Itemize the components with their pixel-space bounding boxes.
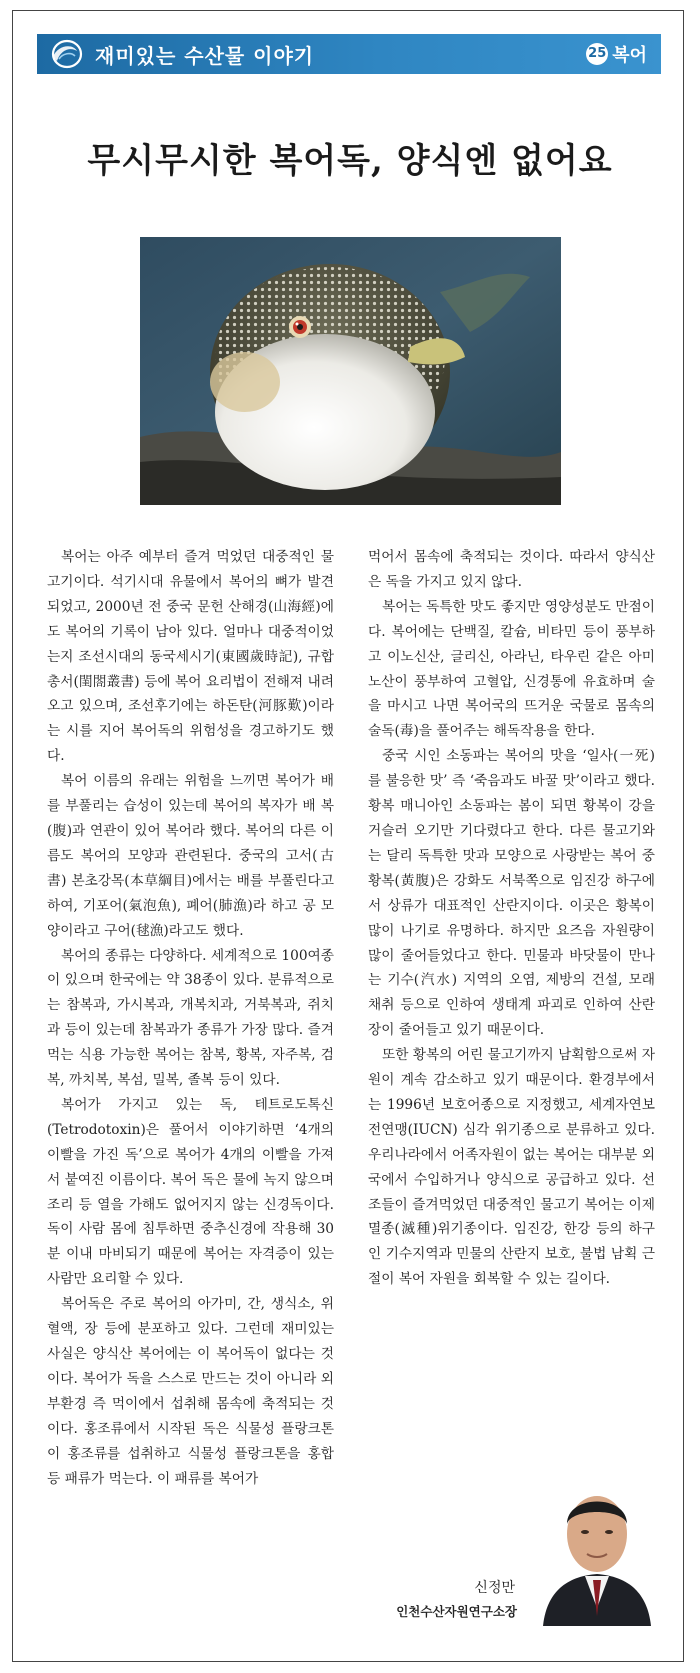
author-name: 신정만 [474, 1580, 515, 1596]
article-paragraph: 복어독은 주로 복어의 아가미, 간, 생식소, 위 혈액, 장 등에 분포하고 있다. 그런데 재미있는 사실은 양식산 복어에는 이 복어독이 없다는 것이다. 복어가 독을 스스로 만드는 것이 아니라 외부환경 즉 먹이에서 섭취해 몸속에 축적되는 것이다. 홍조류에서 시작된 독은 식물성 플랑크톤이 홍조류를 섭취하고 식물성 플랑크톤을 홍합 등 패류가 먹는다. 이 패류를 복어가 [47, 1296, 334, 1487]
article-paragraph: 복어는 아주 예부터 즐겨 먹었던 대중적인 물고기이다. 석기시대 유물에서 복어의 뼈가 발견되었고, 2000년 전 중국 문헌 산해경(山海經)에도 복어의 기록이 남아 있다. 얼마나 대중적이었는지 조선시대의 동국세시기(東國歲時記), 규합총서(閨閤叢書) 등에 복어 요리법이 전해져 내려오고 있으며, 조선후기에는 하돈탄(河豚歎)이라는 시를 지어 복어독의 위험성을 경고하기도 했다. [47, 549, 334, 765]
series-title: 재미있는 수산물 이야기 [95, 44, 315, 68]
pufferfish-photo [140, 237, 561, 505]
headline: 무시무시한 복어독, 양식엔 없어요 [87, 141, 613, 181]
article-paragraph: 복어 이름의 유래는 위험을 느끼면 복어가 배를 부풀리는 습성이 있는데 복어의 복자가 배 복(腹)과 연관이 있어 복어라 했다. 복어의 다른 이름도 복어의 모양과 관련된다. 중국의 고서(古書) 본초강목(本草綱目)에서는 배를 부풀린다고 하여, 기포어(氣泡魚), 폐어(肺漁)라 하고 공 모양이라고 구어(毬漁)라고도 했다. [47, 773, 334, 939]
article-paragraph: 복어는 독특한 맛도 좋지만 영양성분도 만점이다. 복어에는 단백질, 칼슘, 비타민 등이 풍부하고 이노신산, 글리신, 아라닌, 타우린 같은 아미노산이 풍부하여 고혈압, 신경통에 유효하며 술을 마시고 나면 복어국의 뜨거운 국물로 몸속의 술독(毒)을 풀어주는 해독작용을 한다. [368, 598, 655, 740]
article-paragraph: 복어가 가지고 있는 독, 테트로도톡신(Tetrodotoxin)은 풀어서 이야기하면 ‘4개의 이빨을 가진 독’으로 복어가 4개의 이빨을 가져서 붙여진 이름이다. 복어 독은 물에 녹지 않으며 조리 등 열을 가해도 없어지지 않는 신경독이다. 독이 사람 몸에 침투하면 중추신경에 작용해 30분 이내 마비되기 때문에 복어는 자격증이 있는 사람만 요리할 수 있다. [47, 1096, 334, 1288]
article-column-right [368, 545, 655, 1292]
series-banner [37, 34, 661, 74]
author-portrait [535, 1468, 659, 1626]
author-title: 인천수산자원연구소장 [396, 1604, 517, 1619]
article-paragraph: 복어의 종류는 다양하다. 세계적으로 100여종이 있으며 한국에는 약 38종이 있다. 분류적으로는 참복과, 가시복과, 개복치과, 거북복과, 쥐치과 등이 있는데 참복과가 종류가 가장 많다. 즐겨 먹는 식용 가능한 복어는 참복, 황복, 자주복, 검복, 까치복, 복섬, 밀복, 졸복 등이 있다. [47, 947, 334, 1089]
article-paragraph: 또한 황복의 어린 물고기까지 남획함으로써 자원이 계속 감소하고 있기 때문이다. 환경부에서는 1996년 보호어종으로 지정했고, 세계자연보전연맹(IUCN) 심각 위기종으로 분류하고 있다. 우리나라에서 어족자원이 없는 복어는 대부분 외국에서 수입하거나 양식으로 공급하고 있다. 선조들이 즐겨먹었던 대중적인 물고기 복어는 이제 멸종(滅種)위기종이다. 임진강, 한강 등의 하구인 기수지역과 민물의 산란지 보호, 불법 남획 근절이 복어 자원을 회복할 수 있는 길이다. [368, 1047, 655, 1288]
episode-label: 복어 [612, 45, 647, 66]
article-column-left [47, 545, 334, 1491]
episode-badge [586, 42, 647, 66]
article-paragraph: 중국 시인 소동파는 복어의 맛을 ‘일사(一死)를 불응한 맛’ 즉 ‘죽음과도 바꿀 맛’이라고 했다. 황복 매니아인 소동파는 봄이 되면 황복이 강을 거슬러 오기만 기다렸다고 한다. 다른 물고기와는 달리 독특한 맛과 모양으로 사랑받는 복어 중 황복(黃腹)은 강화도 서북쪽으로 임진강 하구에서 상류가 대표적인 산란지이다. 이곳은 황복이 많이 나기로 유명하다. 하지만 요즈음 자원량이 많이 줄어들었다고 한다. 민물과 바닷물이 만나는 기수(汽水) 지역의 오염, 제방의 건설, 모래 채취 등으로 인하여 생태계 파괴로 인하여 산란장이 줄어들고 있기 때문이다. [368, 748, 655, 1039]
episode-number: 25 [586, 43, 608, 65]
wave-swirl-icon [47, 37, 83, 71]
article-paragraph: 먹어서 몸속에 축적되는 것이다. 따라서 양식산은 독을 가지고 있지 않다. [368, 549, 655, 590]
